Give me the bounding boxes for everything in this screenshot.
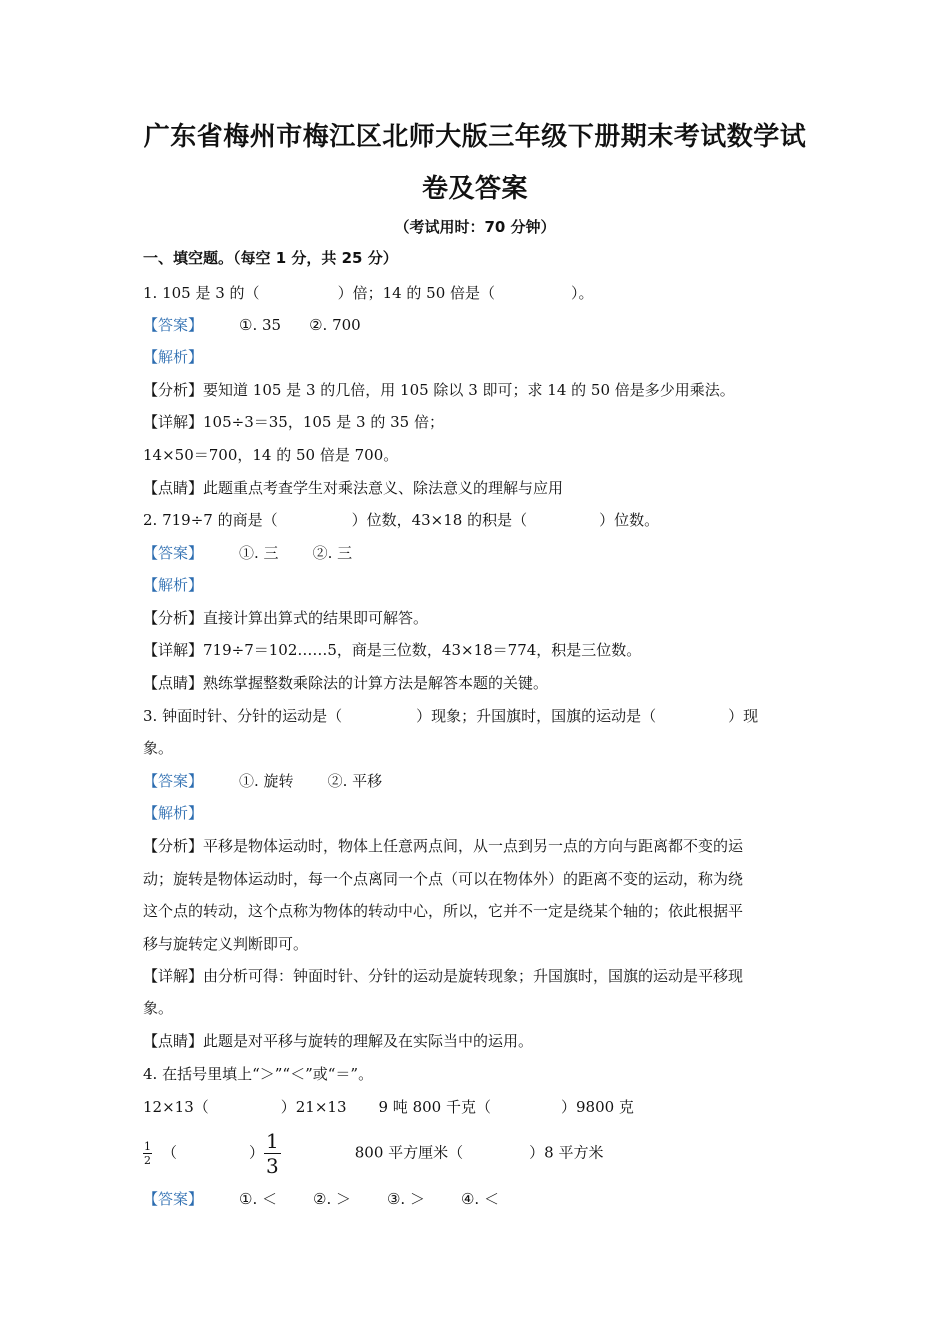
q3-dianjing-text: 此题是对平移与旋转的理解及在实际当中的运用。 (203, 1032, 534, 1050)
question-2 (143, 510, 659, 530)
fenxi-tag: 【分析】 (143, 837, 204, 855)
q2-dianjing (143, 673, 548, 693)
xiangjie-tag: 【详解】 (143, 413, 204, 431)
q1-fenxi-text: 要知道 105 是 3 的几倍，用 105 除以 3 即可；求 14 的 50 倍是多少用乘法。 (203, 381, 735, 399)
fraction-denominator: 2 (144, 1154, 151, 1167)
q1-text-b: ）倍；14 的 50 倍是（ (337, 284, 496, 302)
q2-fenxi (143, 608, 428, 628)
q3-fenxi-text-2: 动；旋转是物体运动时，每一个点离同一个点（可以在物体外）的距离不变的运动，称为绕 (143, 870, 744, 888)
q4-r2-c: 800 平方厘米（ (354, 1143, 464, 1162)
q2-answer-1: ①. 三 (239, 544, 279, 562)
q3-fenxi-text-4: 移与旋转定义判断即可。 (143, 935, 309, 953)
answer-tag: 【答案】 (143, 772, 204, 790)
q2-xiangjie (143, 640, 641, 660)
q1-xiangjie-text-1: 105÷3＝35，105 是 3 的 35 倍； (203, 413, 444, 431)
q1-text-c: ）。 (571, 284, 594, 302)
q3-fenxi-text-3: 这个点的转动，这个点称为物体的转动中心，所以，它并不一定是绕某个轴的；依此根据平 (143, 902, 744, 920)
exam-title-line-2: 卷及答案 (421, 174, 528, 204)
exam-duration: （考试用时：70 分钟） (394, 218, 556, 236)
exam-title-line-1: 广东省梅州市梅江区北师大版三年级下册期末考试数学试 (143, 122, 807, 152)
q1-xiangjie-text-2: 14×50＝700，14 的 50 倍是 700。 (143, 446, 399, 464)
q1-dianjing (143, 478, 563, 498)
dianjing-tag: 【点睛】 (143, 674, 204, 692)
question-4: 4. 在括号里填上“＞”“＜”或“＝”。 (143, 1065, 374, 1083)
xiangjie-tag: 【详解】 (143, 967, 204, 985)
q3-answer-2: ②. 平移 (327, 772, 383, 790)
q4-r1-d: ）9800 克 (560, 1098, 634, 1116)
q2-answer-2: ②. 三 (312, 544, 353, 562)
fenxi-tag: 【分析】 (143, 609, 204, 627)
q4-answer (143, 1189, 499, 1209)
q3-answer-1: ①. 旋转 (239, 772, 294, 790)
q1-fenxi (143, 380, 735, 400)
q1-text-a: 1. 105 是 3 的（ (143, 284, 260, 302)
q2-dianjing-text: 熟练掌握整数乘除法的计算方法是解答本题的关键。 (203, 674, 549, 692)
q3-xiangjie-text-1: 由分析可得：钟面时针、分针的运动是旋转现象；升国旗时，国旗的运动是平移现 (203, 967, 744, 985)
q4-answer-1: ①. ＜ (239, 1190, 277, 1208)
q3-text-cont: 象。 (143, 739, 174, 757)
q4-r2-a: （ (162, 1143, 178, 1162)
q3-fenxi (143, 836, 743, 856)
q3-analysis-tag: 【解析】 (143, 804, 204, 822)
q4-answer-3: ③. ＞ (386, 1190, 425, 1208)
q3-answer (143, 771, 382, 791)
answer-tag: 【答案】 (143, 544, 204, 562)
q3-text-c: ）现 (728, 707, 759, 725)
q4-r2-d: ）8 平方米 (529, 1143, 604, 1162)
q4-r2-b: ） (249, 1143, 265, 1162)
q3-text-b: ）现象；升国旗时，国旗的运动是（ (416, 707, 657, 725)
q3-dianjing (143, 1031, 533, 1051)
q2-xiangjie-text: 719÷7＝102……5，商是三位数，43×18＝774，积是三位数。 (203, 641, 642, 659)
answer-tag: 【答案】 (143, 316, 204, 334)
dianjing-tag: 【点睛】 (143, 479, 204, 497)
q3-xiangjie-text-2: 象。 (143, 999, 174, 1017)
q2-answer (143, 543, 352, 563)
q1-dianjing-text: 此题重点考查学生对乘法意义、除法意义的理解与应用 (203, 479, 564, 497)
q1-xiangjie (143, 412, 444, 432)
fraction-denominator: 3 (266, 1154, 279, 1178)
q2-text-b: ）位数，43×18 的积是（ (351, 511, 528, 529)
dianjing-tag: 【点睛】 (143, 1032, 204, 1050)
q1-answer-1: ①. 35 (239, 316, 282, 334)
fenxi-tag: 【分析】 (143, 381, 204, 399)
q1-analysis-tag: 【解析】 (143, 348, 204, 366)
q2-text-a: 2. 719÷7 的商是（ (143, 511, 278, 529)
fraction-numerator: 1 (266, 1129, 279, 1153)
q4-r1-c: 9 吨 800 千克（ (378, 1098, 491, 1116)
q4-answer-4: ④. ＜ (460, 1190, 499, 1208)
q4-row-1 (143, 1097, 634, 1117)
q1-answer-2: ②. 700 (309, 316, 361, 334)
q3-text-a: 3. 钟面时针、分针的运动是（ (143, 707, 343, 725)
section-heading: 一、填空题。（每空 1 分，共 25 分） (143, 249, 398, 267)
fraction-one-third (264, 1131, 281, 1176)
q4-answer-2: ②. ＞ (313, 1190, 351, 1208)
question-3 (143, 706, 758, 726)
q2-text-c: ）位数。 (599, 511, 660, 529)
fraction-numerator: 1 (144, 1140, 151, 1153)
q1-answer (143, 315, 361, 335)
q4-r1-a: 12×13（ (143, 1098, 209, 1116)
q2-analysis-tag: 【解析】 (143, 576, 204, 594)
q4-r1-b: ）21×13 (280, 1098, 347, 1116)
q3-fenxi-text-1: 平移是物体运动时，物体上任意两点间，从一点到另一点的方向与距离都不变的运 (203, 837, 744, 855)
q2-fenxi-text: 直接计算出算式的结果即可解答。 (203, 609, 429, 627)
fraction-one-half (143, 1141, 152, 1166)
q4-row-2 (143, 1129, 604, 1178)
question-1 (143, 283, 594, 303)
answer-tag: 【答案】 (143, 1190, 204, 1208)
q3-xiangjie (143, 966, 743, 986)
xiangjie-tag: 【详解】 (143, 641, 204, 659)
